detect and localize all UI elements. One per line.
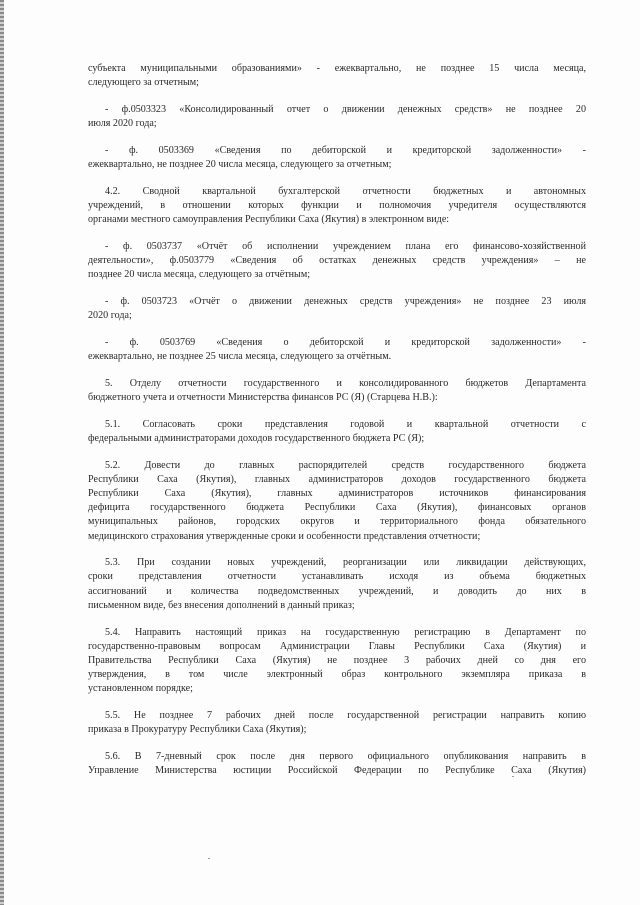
text-line: позднее 20 числа месяца, следующего за отчётным; [88,269,311,281]
paragraph-reporting-deadline-subjects [88,62,586,90]
text-line: 5. Отделу отчетности государственного и консолидированного бюджетов Департамента [105,377,586,389]
text-line: сроки представления отчетности устанавливать исходя из объема бюджетных [88,571,586,583]
paragraph-5-4 [88,626,586,697]
text-line: - ф. 0503369 «Сведения по дебиторской и кредиторской задолженности» - [105,144,586,156]
text-line: следующего за отчетным; [88,77,199,89]
text-line: деятельности», ф.0503779 «Сведения об остатках денежных средств учреждения» – не [88,255,586,267]
text-line: учреждений, в отношении которых функции и полномочия учредителя осуществляются [88,199,586,211]
text-line: дефицита государственного бюджета Республики Саха (Якутия), финансовых органов [88,502,586,514]
text-line: - ф. 0503769 «Сведения о дебиторской и кредиторской задолженности» - [105,336,586,348]
paragraph-4-2 [88,185,586,228]
text-line: письменном виде, без внесения дополнений в данный приказ; [88,599,355,611]
text-line: федеральными администраторами доходов государственного бюджета РС (Я); [88,432,425,444]
text-line: 4.2. Сводной квартальной бухгалтерской отчетности бюджетных и автономных [105,185,586,197]
paragraph-form-0503369 [88,144,586,172]
paragraph-form-0503737 [88,240,586,283]
text-line: - ф.0503323 «Консолидированный отчет о движении денежных средств» не позднее 20 [105,103,586,115]
text-line: - ф. 0503737 «Отчёт об исполнении учреждением плана его финансово-хозяйственной [105,240,586,252]
text-line: Правительства Республики Саха (Якутия) не позднее 3 рабочих дней со дня его [88,655,586,666]
paragraph-5-6 [88,750,586,778]
text-line: 5.6. В 7-дневный срок после дня первого официального опубликования направить в [105,751,586,763]
paragraph-form-0503769 [88,336,586,364]
text-line: Управление Министерства юстиции Российской Федерации по Республике Саха (Якутия) [88,765,586,777]
text-line: ежеквартально, не позднее 20 числа месяца, следующего за отчетным; [88,159,392,171]
paragraph-5-5 [88,709,586,737]
paragraph-5-1 [88,418,586,446]
text-line: 5.4. Направить настоящий приказ на государственную регистрацию в Департамент по [105,626,586,638]
text-line: субъекта муниципальными образованиями» - ежеквартально, не позднее 15 числа месяца, [88,63,586,74]
paragraph-5 [88,377,586,405]
text-line: утверждения, в том числе электронный образ контрольного экземпляра приказа в [88,669,586,681]
text-line: 5.1. Согласовать сроки представления годовой и квартальной отчетности с [105,418,586,430]
paragraph-form-0503723 [88,295,586,323]
text-line: 5.2. Довести до главных распорядителей средств государственного бюджета [105,459,586,471]
text-line: медицинского страхования утвержденные сроки и особенности представления отчетности; [88,530,481,542]
scan-speck [208,858,210,859]
text-line: 5.3. При создании новых учреждений, реорганизации или ликвидации действующих, [105,557,586,569]
text-line: бюджетного учета и отчетности Министерства финансов РС (Я) (Старцева Н.В.): [88,391,438,403]
scan-speck [512,776,514,777]
text-line: приказа в Прокуратуру Республики Саха (Якутия); [88,724,307,736]
text-line: ассигнований и количества подведомственных учреждений, и доводить до них в [88,585,586,597]
text-line: 5.5. Не позднее 7 рабочих дней после государственной регистрации направить копию [105,710,586,722]
text-line: государственно-правовым вопросам Администрации Главы Республики Саха (Якутия) и [88,640,586,652]
paragraph-5-3 [88,556,586,613]
paragraph-5-2 [88,459,586,544]
text-line: июля 2020 года; [88,118,157,130]
scan-binding-edge [0,0,4,905]
text-line: Республики Саха (Якутия), главных администраторов доходов государственного бюджета [88,473,586,485]
text-line: 2020 года; [88,310,132,322]
text-line: муниципальных районов, городских округов и территориального фонда обязательного [88,516,586,528]
text-line: - ф. 0503723 «Отчёт о движении денежных средств учреждения» не позднее 23 июля [105,295,586,307]
text-line: установленном порядке; [88,683,193,695]
text-line: ежеквартально, не позднее 25 числа месяца, следующего за отчётным. [88,351,392,363]
text-line: органами местного самоуправления Республики Саха (Якутия) в электронном виде: [88,214,450,226]
paragraph-form-0503323 [88,103,586,131]
document-body [88,62,586,791]
text-line: Республики Саха (Якутия), главных администраторов источников финансирования [88,487,586,499]
